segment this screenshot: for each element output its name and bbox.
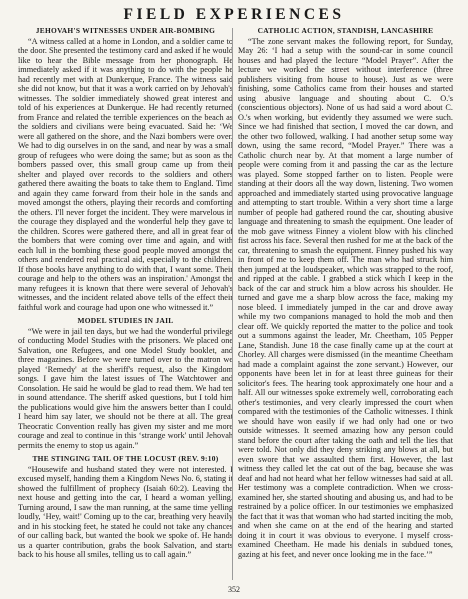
section-heading: THE STINGING TAIL OF THE LOCUST (REV. 9:10) [32, 454, 219, 463]
page-number: 352 [228, 585, 240, 594]
section-heading: JEHOVAH'S WITNESSES UNDER AIR-BOMBING [35, 26, 216, 35]
column-divider [232, 28, 233, 580]
left-column [18, 26, 233, 584]
right-column [238, 26, 453, 584]
section-heading: MODEL STUDIES IN JAIL [77, 316, 174, 325]
section-heading: CATHOLIC ACTION, STANDISH, LANCASHIRE [257, 26, 434, 35]
body-paragraph: “Housewife and husband stated they were not interested. I excused myself, handing them a Kingdom News No. 6, stating it showed the fulfillment of prophecy (Isaiah 60:2). Leaving the next house and getting into the car, I heard a woman yelling. Turning around, I saw the man running, at the same time yelling loudly, ‘Hey, wait!' Coming up to the car, breathing very heavily and in his stocking feet, he stated he could not take any chances of our calling back, but wanted the book we spoke of. He hands us a quarter contribution, grabs the book Salvation, and starts back to his house all smiles, telling us to call again.” [18, 464, 233, 559]
page-title: FIELD EXPERIENCES [123, 6, 345, 23]
body-paragraph: “A witness called at a home in London, and a soldier came to the door. She presented the testimony card and asked if he would like to hear the Bible message from her phonograph. He immediately asked if it was anything to do with the people he had recently met with at Dunkerque, France. The witness said she did not know, but that it was a work carried on by Jehovah's witnesses. The soldier immediately showed great interest and told of his experiences at Dunkerque. He had recently returned from France and related the terrible experiences on the beach as the soldiers and civilians were being evacuated. Said he: ‘We were all gathered on the shore, and the Nazi bombers were over. We had to dig ourselves in on the sand, and near by was a small group of refugees who were doing the same; but as soon as the bombers passed over, this small group came up from their shelter and played over records to the soldiers and others gathered there awaiting the boats to take them to England. Time and again they came forward from their hole in the sands and moved amongst the others, playing their records and comforting the others. I'll never forget the incident. They were marvelous in the courage they displayed and the wonderful help they gave to the children. Scores were gathered there, and all in great fear of the bombers that were coming over time and again, and with each lull in the bombing these good people moved amongst the others and rendered real practical aid, especially to the children. If those books have anything to do with that, I want some. Their courage and help to the others was an inspiration.' Amongst the many refugees it is known that there were several of Jehovah's witnesses, and the incident related above tells of the effect their faithful work and courage had upon one who witnessed it.” [18, 36, 233, 312]
body-paragraph: “The zone servant makes the following report, for Sunday, May 26: ‘I had a setup with the sound-car in some council houses and had played the lecture “Model Prayer”. After the lecture we worked the street without interference (three publishers visiting from house to house). Just as we were finishing, some Catholics came from their houses and started using abusive language and shouting about C. O.'s (conscientious objectors). None of us had said a word about C. O.'s when working, but evidently they assumed we were such. Since we had finished that section, I moved the car down, and the other two followed, walking. I had another setup some way down, using the same record, “Model Prayer.” There was a Catholic church near by. At that moment a large number of people were coming from it and passing the car as the lecture was played. Some stopped farther on to listen. People were standing at their doors all the way down, listening. Two women approached and immediately started using provocative language and attempting to start trouble. Within a very short time a large number of people had gathered round the car, shouting abusive language and threatening to smash the equipment. One leader of the mob gave witness Finney a violent blow with his clinched fist across his face. Several then rushed for me at the back of the car, threatening to smash the equipment. Finney pushed his way in front of me to keep them off. The man who had struck him then jumped at the loudspeaker, which was strapped to the roof, and ripped at the cable. I grabbed a stick which I keep in the back of the car and struck him a blow across his shoulder. He turned and gave me a sharp blow across the face, making my nose bleed. I immediately jumped in the car and drove away while my two companions managed to hold the mob and then clear off. We quickly reported the matter to the police and took out a summons against the leader, Mr. Cheetham, 105 Pepper Lane, Standish. June 18 the case finally came up at the court at Chorley. All charges were dismissed (in the meantime Cheetham had made a complaint against the zone servant.) However, our opponents have been let in for at least three guineas for their solicitor's fees. The hearing took approximately one hour and a half. All our witnesses spoke extremely well, corroborating each other's testimonies, and very clearly impressed the court when compared with the testimonies of the Catholic witnesses. I think we should have won easily if we had only had one or two outside witnesses. It seemed amazing how any person could stand before the court after taking the oath and tell the lies that were told. Not only did they deny striking any blows at all, but even swore that we assaulted them first. However, the last witness they called let the cat out of the bag, because she was deaf and had not heard what her fellow witnesses had said at all. Her testimony was a complete contradiction. When we cross-examined her, she started shouting and abusing us, and had to be restrained by a police officer. In our testimonies we emphasized the fact that it was that woman who had started inciting the mob, and when she came on at the end of the hearing and started doing it in court it was obvious to everyone. I myself cross-examined Cheetham. He made his denials in subdued tones, gazing at his feet, and never once looking me in the face.’” [238, 36, 453, 559]
body-paragraph: “We were in jail ten days, but we had the wonderful privilege of conducting Model Studies with the prisoners. We placed one Salvation, one Refugees, and one Model Study booklet, and three magazines. Before we were turned over to the matron we played ‘Remedy' at the sheriff's request, also the Kingdom songs. I gave him the latest issues of The Watchtower and Consolation. He said he would be glad to read them. We had ten in sound attendance. The sheriff asked questions, but I told him the publications would give him the answers better than I could. I heard him say later, we should not be there at all. The great Theocratic Convention really has given my sister and me more courage and zeal to continue in this ‘strange work' until Jehovah permits the enemy to stop us again.” [18, 326, 233, 450]
